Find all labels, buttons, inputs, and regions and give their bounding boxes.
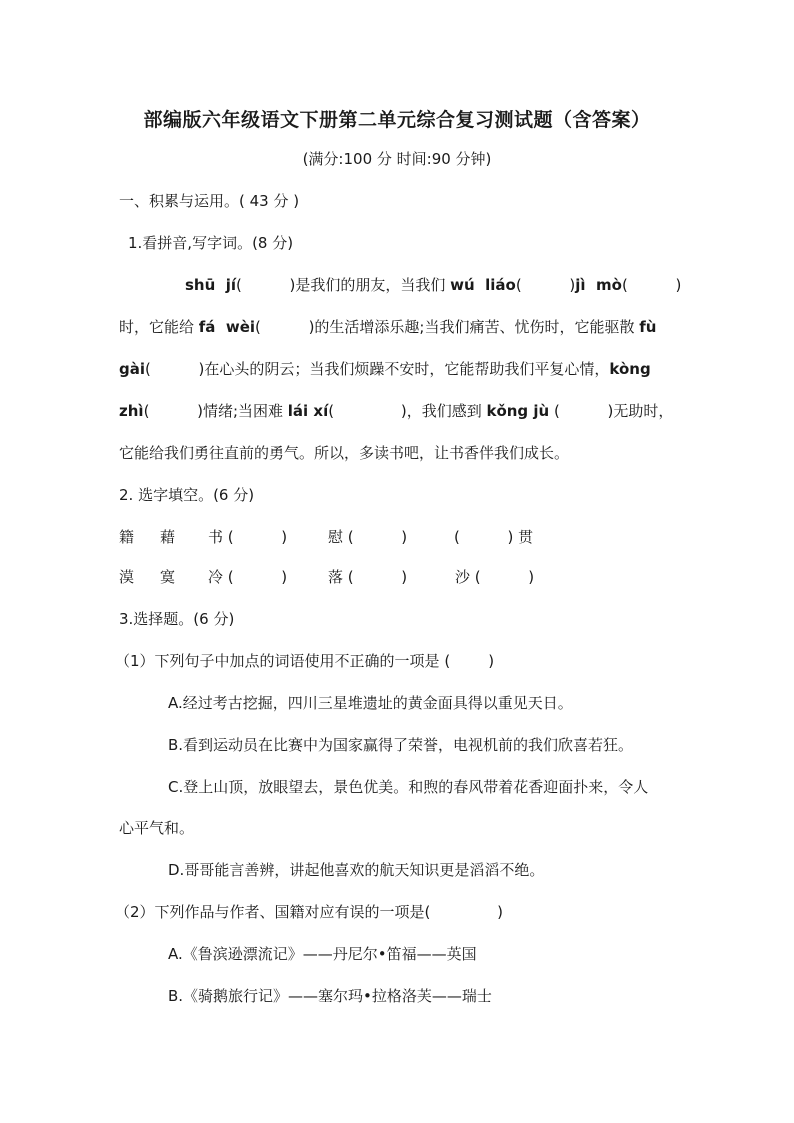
question-2-heading: 2. 选字填空。(6 分)	[119, 486, 255, 504]
fill-blank: 慰 ( )	[328, 528, 408, 546]
text-segment: ( )，我们感到	[328, 402, 487, 420]
option-c-continued: 心平气和。	[119, 819, 195, 837]
text-segment: ( )	[621, 276, 682, 294]
pinyin: lái xí	[287, 402, 329, 420]
fill-blank: 冷 ( )	[208, 568, 288, 586]
option-a: A.《鲁滨逊漂流记》——丹尼尔•笛福——英国	[168, 945, 477, 963]
text-segment: ( )无助时，	[549, 402, 674, 420]
pinyin: zhì	[119, 402, 144, 420]
fill-blank: 沙 ( )	[455, 568, 535, 586]
option-c: C.登上山顶，放眼望去，景色优美。和煦的春风带着花香迎面扑来，令人	[168, 778, 649, 796]
pinyin: shū jí	[185, 276, 237, 294]
pinyin: gài	[119, 360, 146, 378]
char-option: 籍	[119, 528, 135, 546]
text-segment: ( )是我们的朋友，当我们	[236, 276, 451, 294]
pinyin: fù	[639, 318, 657, 336]
text-segment: 时，它能给	[119, 318, 199, 336]
section-heading: 一、积累与运用。( 43 分 )	[119, 192, 300, 210]
pinyin: jì mò	[575, 276, 622, 294]
exam-info: (满分:100 分 时间:90 分钟)	[302, 150, 492, 168]
option-b: B.看到运动员在比赛中为国家赢得了荣誉，电视机前的我们欣喜若狂。	[168, 736, 634, 754]
text-segment: ( )的生活增添乐趣;当我们痛苦、忧伤时，它能驱散	[255, 318, 640, 336]
fill-blank: 落 ( )	[328, 568, 408, 586]
question-1-line-4	[119, 400, 673, 422]
question-3-2-stem: （2）下列作品与作者、国籍对应有误的一项是( )	[115, 903, 504, 921]
question-1-line-2	[119, 316, 656, 338]
char-option: 藉	[160, 528, 176, 546]
pinyin: wú liáo	[450, 276, 516, 294]
question-1-line-3	[119, 358, 651, 380]
char-option: 漠	[119, 568, 135, 586]
question-1-line-5: 它能给我们勇往直前的勇气。所以，多读书吧，让书香伴我们成长。	[119, 444, 570, 462]
text-segment: ( )情绪;当困难	[143, 402, 288, 420]
pinyin: kǒng jù	[486, 402, 550, 420]
option-a: A.经过考古挖掘，四川三星堆遗址的黄金面具得以重见天日。	[168, 694, 573, 712]
question-1-heading: 1.看拼音,写字词。(8 分)	[128, 234, 294, 252]
text-segment: ( )	[515, 276, 576, 294]
question-1-line-1	[185, 274, 681, 296]
question-3-1-stem: （1）下列句子中加点的词语使用不正确的一项是 ( )	[115, 652, 495, 670]
page-title: 部编版六年级语文下册第二单元综合复习测试题（含答案）	[143, 109, 651, 131]
question-3-heading: 3.选择题。(6 分)	[119, 610, 235, 628]
pinyin: fá wèi	[198, 318, 256, 336]
fill-blank: ( ) 贯	[454, 528, 534, 546]
pinyin: kòng	[609, 360, 651, 378]
char-option: 寞	[160, 568, 176, 586]
option-d: D.哥哥能言善辨，讲起他喜欢的航天知识更是滔滔不绝。	[168, 861, 545, 879]
text-segment: ( )在心头的阴云；当我们烦躁不安时，它能帮助我们平复心情，	[145, 360, 610, 378]
option-b: B.《骑鹅旅行记》——塞尔玛•拉格洛芙——瑞士	[168, 987, 492, 1005]
fill-blank: 书 ( )	[208, 528, 288, 546]
